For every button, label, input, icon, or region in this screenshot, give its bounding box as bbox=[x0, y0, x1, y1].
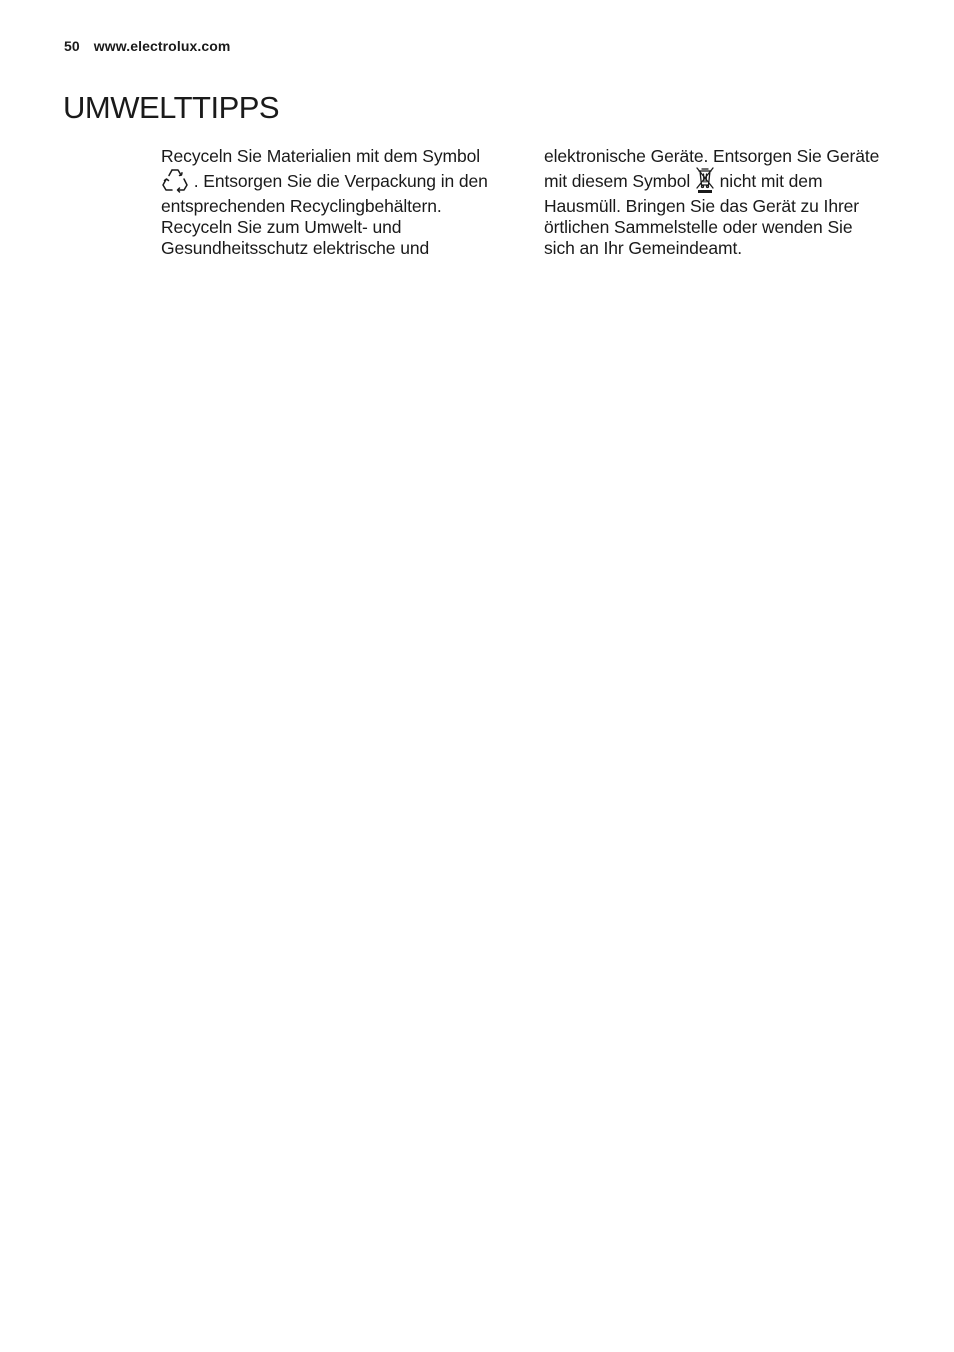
website-url: www.electrolux.com bbox=[93, 38, 231, 54]
text-fragment: mit diesem Symbol bbox=[544, 171, 691, 191]
page-number: 50 bbox=[64, 38, 80, 54]
text-line: Hausmüll. Bringen Sie das Gerät zu Ihrer bbox=[544, 196, 860, 216]
recycling-icon bbox=[161, 166, 189, 194]
text-line: sich an Ihr Gemeindeamt. bbox=[544, 238, 742, 258]
crossed-out-bin-icon bbox=[695, 166, 715, 194]
text-line: Gesundheitsschutz elektrische und bbox=[161, 238, 430, 258]
text-fragment: nicht mit dem bbox=[719, 171, 823, 191]
text-line: Recyceln Sie Materialien mit dem Symbol bbox=[161, 146, 480, 166]
text-line-with-icon bbox=[161, 167, 511, 196]
text-line-with-icon bbox=[544, 167, 894, 196]
text-fragment: . Entsorgen Sie die Verpackung in den bbox=[193, 171, 488, 191]
text-line: Recyceln Sie zum Umwelt- und bbox=[161, 217, 402, 237]
right-text-column bbox=[544, 146, 894, 259]
text-line: elektronische Geräte. Entsorgen Sie Geräte bbox=[544, 146, 880, 166]
text-line: entsprechenden Recyclingbehältern. bbox=[161, 196, 442, 216]
left-text-column bbox=[161, 146, 511, 259]
page-header bbox=[64, 38, 230, 54]
text-line: örtlichen Sammelstelle oder wenden Sie bbox=[544, 217, 853, 237]
section-title: UMWELTTIPPS bbox=[63, 90, 280, 125]
